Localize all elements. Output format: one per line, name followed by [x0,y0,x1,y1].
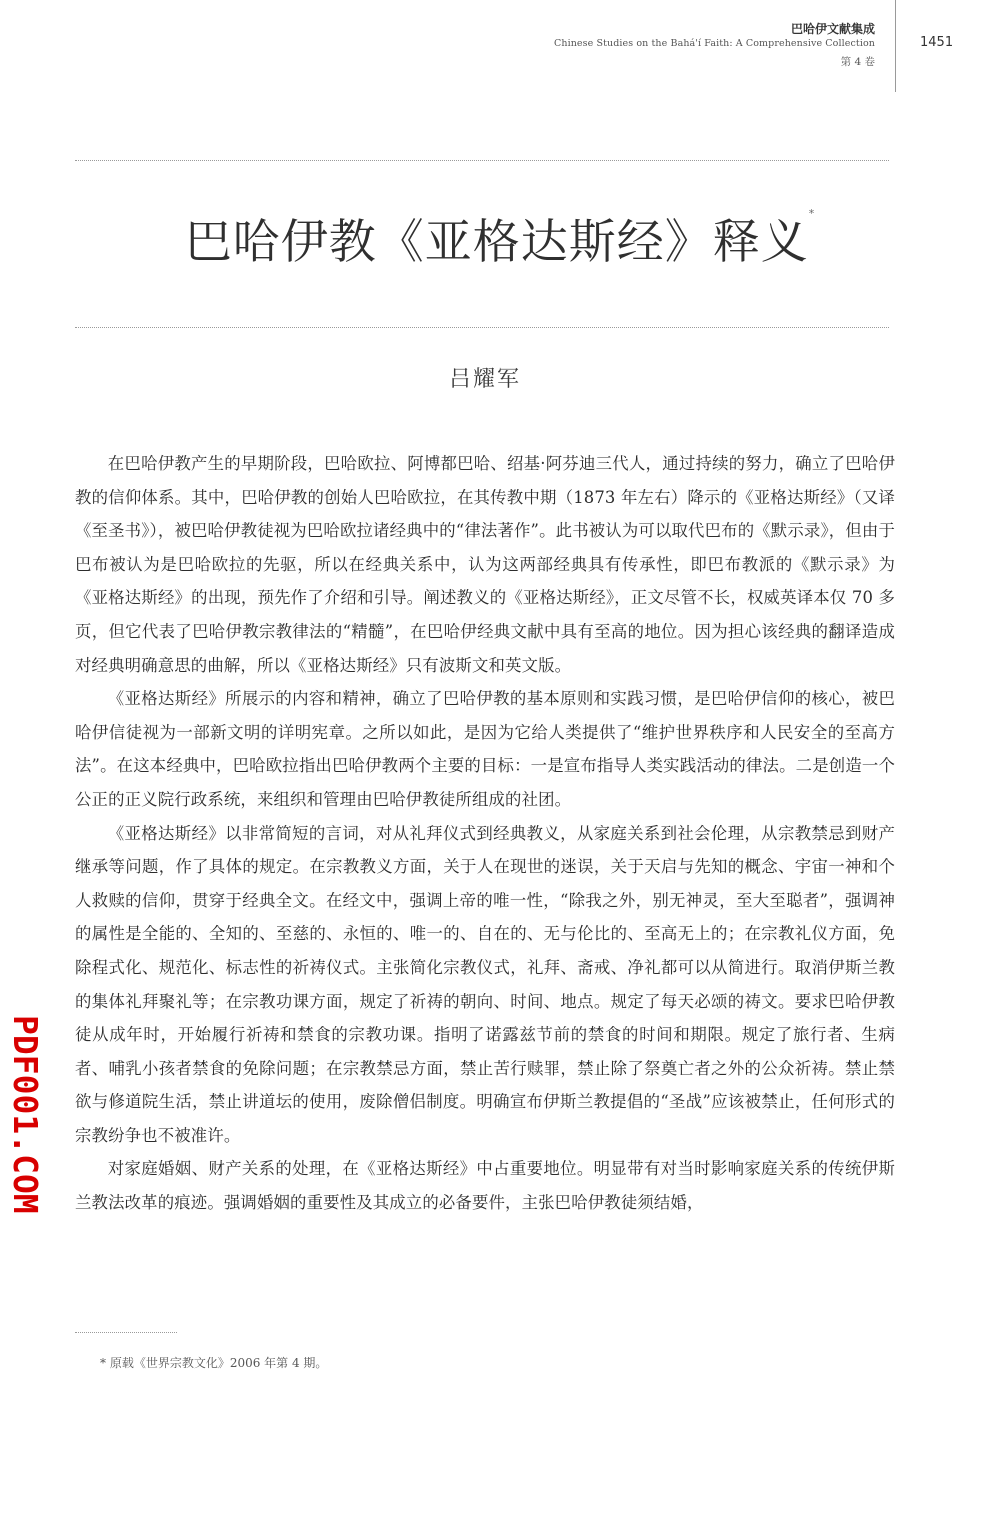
volume-label: 第 4 卷 [840,56,875,68]
author-name: 吕耀军 [448,367,521,392]
title-footnote-marker: * [808,207,816,220]
article-title-text: 巴哈伊教《亚格达斯经》释义 [184,215,809,270]
header-divider [895,0,896,92]
body-paragraph-1: 在巴哈伊教产生的早期阶段，巴哈欧拉、阿博都巴哈、绍基·阿芬迪三代人，通过持续的努力，确立了巴哈伊教的信仰体系。其中，巴哈伊教的创始人巴哈欧拉，在其传教中期（1873 年左右）降示的《亚格达斯经》（又译《至圣书》），被巴哈伊教徒视为巴哈欧拉诸经典中的“律法著作”。此书被认为可以取代巴布的《默示录》，但由于巴布被认为是巴哈欧拉的先驱，所以在经典关系中，认为这两部经典具有传承性，即巴布教派的《默示录》为《亚格达斯经》的出现，预先作了介绍和引导。阐述教义的《亚格达斯经》，正文尽管不长，权威英译本仅 70 多页，但它代表了巴哈伊教宗教律法的“精髓”，在巴哈伊经典文献中具有至高的地位。因为担心该经典的翻译造成对经典明确意思的曲解，所以《亚格达斯经》只有波斯文和英文版。 [75,454,895,675]
body-paragraph-3: 《亚格达斯经》以非常简短的言词，对从礼拜仪式到经典教义，从家庭关系到社会伦理，从宗教禁忌到财产继承等问题，作了具体的规定。在宗教教义方面，关于人在现世的迷误，关于天启与先知的概念、宇宙一神和个人救赎的信仰，贯穿于经典全文。在经文中，强调上帝的唯一性，“除我之外，别无神灵，至大至聪者”，强调神的属性是全能的、全知的、至慈的、永恒的、唯一的、自在的、无与伦比的、至高无上的；在宗教礼仪方面，免除程式化、规范化、标志性的祈祷仪式。主张简化宗教仪式，礼拜、斋戒、净礼都可以从简进行。取消伊斯兰教的集体礼拜聚礼等；在宗教功课方面，规定了祈祷的朝向、时间、地点。规定了每天必颂的祷文。要求巴哈伊教徒从成年时，开始履行祈祷和禁食的宗教功课。指明了诺露兹节前的禁食的时间和期限。规定了旅行者、生病者、哺乳小孩者禁食的免除问题；在宗教禁忌方面，禁止苦行赎罪，禁止除了祭奠亡者之外的公众祈祷。禁止禁欲与修道院生活，禁止讲道坛的使用，废除僧侣制度。明确宣布伊斯兰教提倡的“圣战”应该被禁止，任何形式的宗教纷争也不被准许。 [75,823,895,1145]
body-paragraph-4: 对家庭婚姻、财产关系的处理，在《亚格达斯经》中占重要地位。明显带有对当时影响家庭关系的传统伊斯兰教法改革的痕迹。强调婚姻的重要性及其成立的必备要件，主张巴哈伊教徒须结婚， [75,1159,895,1213]
series-title-chinese: 巴哈伊文献集成 [790,22,875,36]
article-title [0,205,1000,272]
body-paragraph-2: 《亚格达斯经》所展示的内容和精神，确立了巴哈伊教的基本原则和实践习惯，是巴哈伊信仰的核心，被巴哈伊信徒视为一部新文明的详明宪章。之所以如此，是因为它给人类提供了“维护世界秩序和人民安全的至高方法”。在这本经典中，巴哈欧拉指出巴哈伊教两个主要的目标：一是宣布指导人类实践活动的律法。二是创造一个公正的正义院行政系统，来组织和管理由巴哈伊教徒所组成的社团。 [75,689,895,809]
page-number: 1451 [920,35,954,50]
footnote-divider [75,1332,177,1333]
title-top-rule [75,160,889,161]
title-bottom-rule [75,327,889,328]
article-body [75,447,895,1220]
series-title-english: Chinese Studies on the Bahá'í Faith: A Comprehensive Collection [553,38,875,49]
watermark: PDF001.COM [6,1015,45,1214]
footnote: * 原载《世界宗教文化》2006 年第 4 期。 [100,1356,328,1370]
